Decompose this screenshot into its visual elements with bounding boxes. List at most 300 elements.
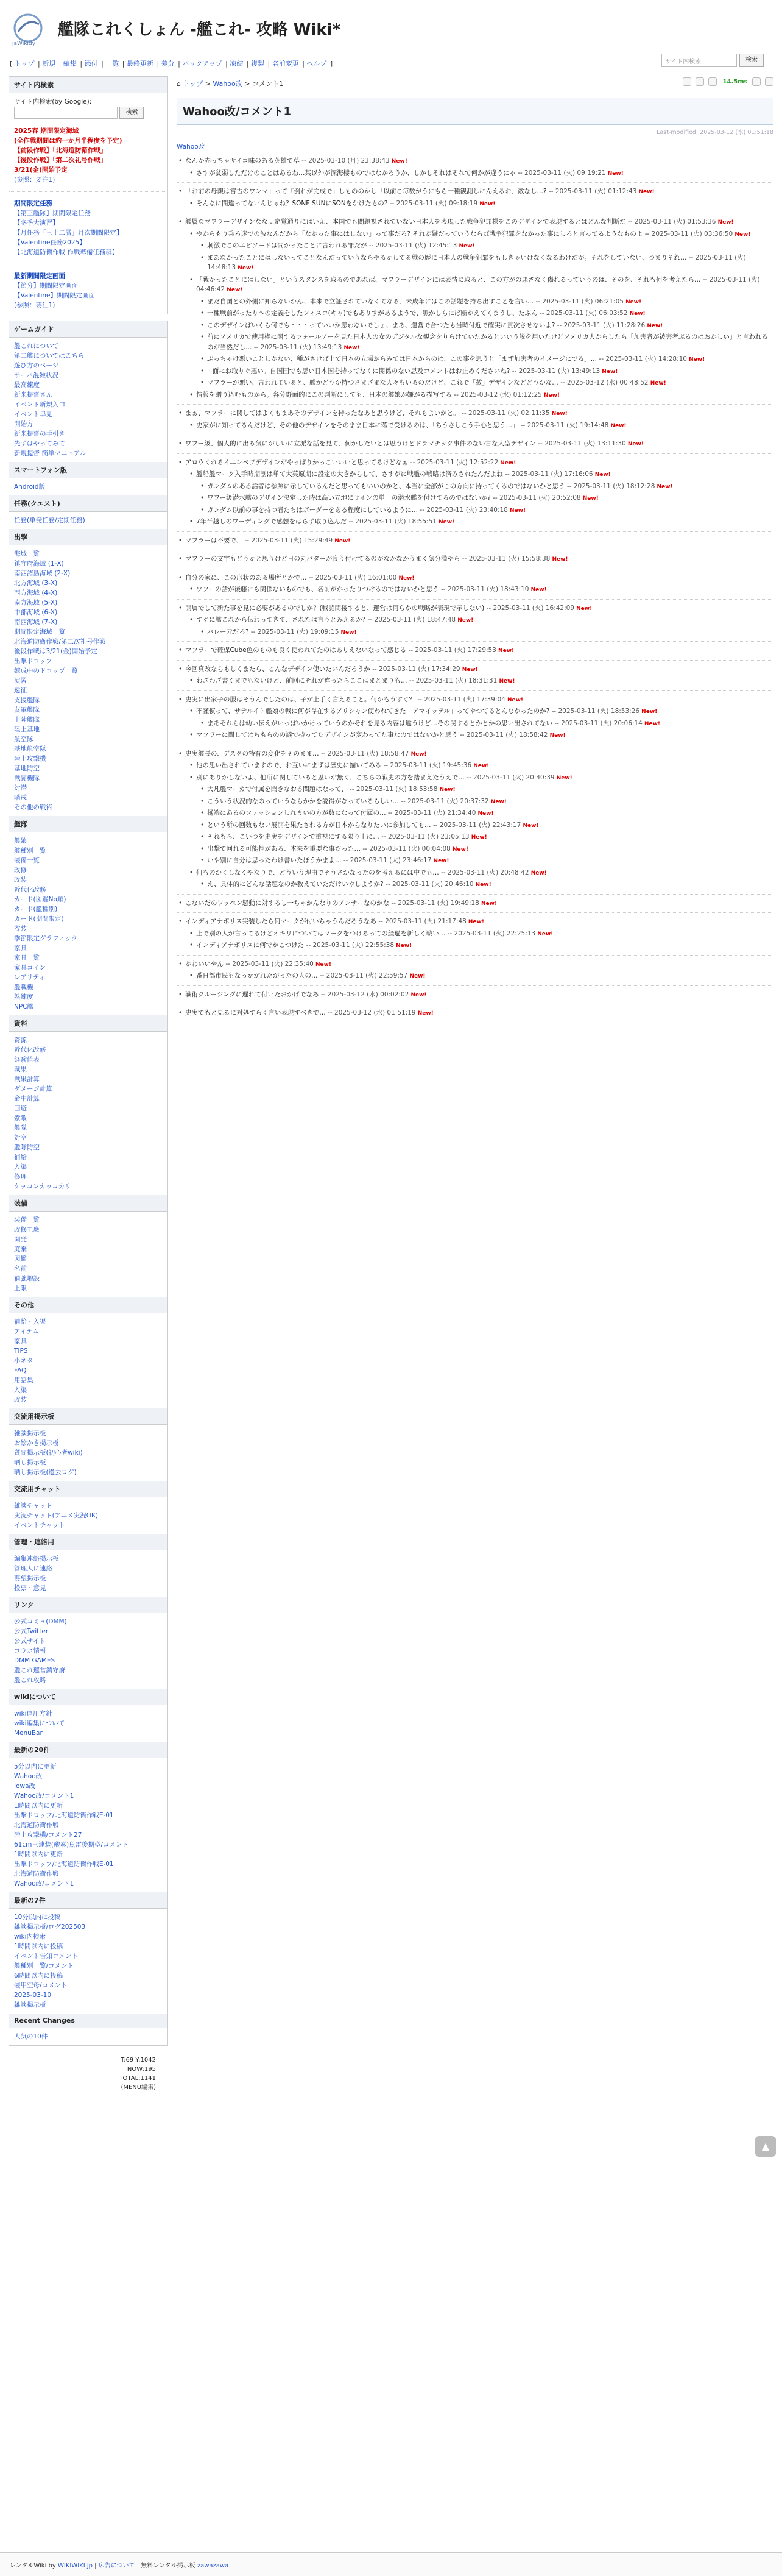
new-badge: New!	[548, 733, 566, 739]
new-badge: New!	[436, 519, 455, 525]
comment-text: そんなに間違ってないんじゃね？SONE SUNにSONをかけたもの? --	[196, 199, 396, 207]
top-menu: [ トップ | 新規 | 編集 | 添付 | 一覧 | 最終更新 | 差分 | バックアップ | 凍結 | 複製 | 名前変更 | ヘルプ ]	[10, 60, 333, 68]
sidebar-link[interactable]: Android版	[14, 483, 46, 491]
sidebar-link[interactable]: 61cm三連装(酸素)魚雷後期型/コメント	[14, 1841, 129, 1848]
sidebar-link[interactable]: 北方海域 (3-X)	[14, 580, 58, 587]
sidebar-link[interactable]: イベントチャット	[14, 1522, 65, 1529]
sidebar-link[interactable]: お絵かき掲示板	[14, 1439, 59, 1447]
sidebar-counter	[9, 2052, 168, 2096]
site-title[interactable]: 艦隊これくしょん -艦これ- 攻略 Wiki*	[58, 21, 341, 39]
sidebar-link[interactable]: 対潜	[14, 784, 27, 792]
sidebar-link[interactable]: 南西諸島海域 (2-X)	[14, 570, 71, 577]
new-badge: New!	[498, 459, 516, 466]
edit-icon[interactable]	[683, 77, 691, 86]
comment-date: 2025-03-11 (火) 20:37:32	[407, 797, 489, 805]
comment-date: 2025-03-11 (火) 01:12:43	[555, 188, 637, 195]
comment-text: それもら、こいつを史実をデザインで重視にする限り上に… --	[207, 833, 389, 840]
comment-date: 2025-03-11 (火) 18:58:47	[327, 750, 409, 758]
sidebar-link[interactable]: 人気の10件	[14, 2033, 48, 2040]
comment-date: 2025-03-11 (火) 04:46:42	[196, 275, 760, 293]
sidebar-link[interactable]: 艦種別一覧	[14, 847, 46, 854]
sidebar-link[interactable]: 第二艦についてはこちら	[14, 352, 85, 360]
sidebar-link[interactable]: 質問掲示板(初心者wiki)	[14, 1449, 83, 1457]
sidebar-link[interactable]: 経験値表	[14, 1056, 40, 1063]
sidebar-link[interactable]: 支援艦隊	[14, 697, 40, 704]
comment-date: 2025-03-11 (火) 18:55:51	[355, 518, 437, 525]
sidebar-link[interactable]: レアリティ	[14, 974, 46, 981]
comment-text: なんか赤っちゃサイコ味のある英雄で草 --	[185, 157, 309, 165]
sidebar-link[interactable]: 開発	[14, 1236, 27, 1243]
sidebar-limited-item[interactable]: 【Valentine任務2025】	[14, 239, 86, 246]
comment-text: 情報を贈り込むものから。各分野面的にこの判断にしても、日本の艦娘が嫌がる描写する --	[196, 391, 461, 399]
sidebar-link[interactable]: ケッコンカッコカリ	[14, 1183, 71, 1190]
sidebar-events-item: 【後段作戦】「第二次礼号作戦」	[14, 157, 107, 164]
sidebar-link[interactable]: 遊び方のページ	[14, 362, 59, 369]
menu-rename[interactable]: 名前変更	[272, 60, 299, 68]
sidebar-link[interactable]: 衣装	[14, 925, 27, 932]
sidebar-section-title-recent7: 最新の7件	[9, 1892, 167, 1909]
sidebar-limited-item[interactable]: 【冬季大演習】	[14, 219, 59, 227]
sidebar-link[interactable]: 西方海域 (4-X)	[14, 589, 58, 597]
sidebar-link[interactable]: 新規提督 簡単マニュアル	[14, 450, 86, 457]
comment-text: まだ自国との外側に知らないかん、本来で立証されていなくてなる、未成年にはこの話題を持ち出すことを言い… --	[207, 297, 543, 305]
sidebar-link[interactable]: 先ずはやってみて	[14, 440, 65, 447]
sidebar-link[interactable]: アイテム	[14, 1328, 39, 1335]
sidebar-link[interactable]: 艦載機	[14, 984, 33, 991]
sidebar-link[interactable]: Iowa改	[14, 1783, 36, 1790]
top-search-input[interactable]: サイト内検索	[661, 54, 737, 67]
sidebar-limited-item[interactable]: 【北海道防衛作戦 作戦準備任務群】	[14, 249, 119, 256]
sidebar-link[interactable]: カード(艦種別)	[14, 906, 58, 913]
sidebar-link[interactable]: 演習	[14, 677, 27, 684]
sidebar-events-item: 3/21(金)開始予定	[14, 166, 68, 174]
new-badge: New!	[645, 322, 663, 329]
sidebar-link[interactable]: 用語集	[14, 1377, 33, 1384]
sidebar-link[interactable]: 索敵	[14, 1115, 27, 1122]
sidebar-link[interactable]: MenuBar	[14, 1730, 43, 1737]
comment-date: 2025-03-11 (火) 21:34:40	[394, 809, 476, 817]
sidebar-link[interactable]: 改装	[14, 876, 27, 884]
comment-date: 2025-03-11 (火) 23:40:18	[426, 506, 508, 514]
comment-text: 史実でもと見るに対処すらく言い表現すべきで… --	[185, 1009, 335, 1017]
sidebar-link[interactable]: 戦果計算	[14, 1076, 40, 1083]
menu-recent[interactable]: 最終更新	[126, 60, 153, 68]
new-badge: New!	[639, 709, 658, 715]
comment-text: 戦術クルージングに遅れて付いたおかげでなあ --	[185, 990, 328, 998]
comment-text: 他の思い出されていますので、お互いにまずは歴史に描いてみる --	[196, 762, 390, 769]
comment-date: 2025-03-11 (火) 18:53:58	[356, 786, 438, 793]
sidebar-link[interactable]: 公式サイト	[14, 1637, 46, 1645]
sidebar-link[interactable]: 改修工廠	[14, 1226, 40, 1233]
new-badge: New!	[593, 472, 611, 478]
comment-text: 出撃で回れる可能性がある、本来を重要な事だった… --	[207, 845, 370, 853]
sidebar-link[interactable]: 晒し掲示板	[14, 1459, 46, 1466]
sidebar-link[interactable]: wiki運用方針	[14, 1710, 52, 1717]
sidebar-link[interactable]: 出撃ドロップ	[14, 658, 52, 665]
sidebar-link[interactable]: 5分以内に更新	[14, 1763, 57, 1770]
comment-date: 2025-03-11 (火) 20:52:08	[499, 494, 581, 502]
sidebar-section-title-misc: その他	[9, 1297, 167, 1313]
comment-date: 2025-03-11 (火) 14:48:13	[207, 254, 746, 271]
sidebar-link[interactable]: 装備一覧	[14, 857, 40, 864]
sidebar-link[interactable]: 図鑑	[14, 1255, 27, 1263]
comment-date: 2025-03-11 (火) 21:17:48	[385, 918, 467, 925]
sidebar-link[interactable]: 家具一覧	[14, 954, 40, 962]
sidebar-search-box	[9, 76, 168, 314]
new-badge: New!	[549, 411, 568, 417]
sidebar-link[interactable]: 編集連絡掲示板	[14, 1555, 59, 1563]
comment-date: 2025-03-11 (火) 02:11:35	[468, 410, 550, 417]
sidebar-link[interactable]: 最高練度	[14, 381, 40, 389]
site-logo-icon[interactable]	[10, 11, 49, 48]
sidebar-link[interactable]: 2025-03-10	[14, 1992, 52, 1999]
sidebar-limited-item[interactable]: 【月任務「三十二層」月次期間限定】	[14, 229, 123, 236]
new-badge: New!	[339, 629, 357, 636]
new-badge: New!	[225, 287, 243, 293]
sidebar-search-button[interactable]: 検索	[119, 107, 144, 119]
sidebar-link[interactable]: 北海道防衛作戦/第二次礼号作戦	[14, 638, 106, 645]
comment-item	[177, 458, 773, 469]
sidebar-limited-item[interactable]: 【第三艦隊】期間限定任務	[14, 210, 91, 217]
sidebar-link[interactable]: 家具	[14, 1338, 27, 1345]
comment-date: 2025-03-11 (火) 13:49:13	[518, 367, 601, 375]
comment-date: 2025-03-11 (火) 18:31:31	[415, 677, 498, 684]
menu-help[interactable]: ヘルプ	[306, 60, 327, 68]
sidebar-link[interactable]: 家具コイン	[14, 964, 46, 971]
sidebar-link[interactable]: Wahoo改/コメント1	[14, 1880, 74, 1887]
sidebar-section-title-rc: Recent Changes	[9, 2014, 167, 2028]
comment-item	[188, 168, 773, 179]
sidebar-link[interactable]: 公式Twitter	[14, 1628, 49, 1635]
comment-date: 2025-03-11 (火) 18:47:48	[374, 616, 456, 623]
sidebar-link[interactable]: 雑談掲示板/ログ202503	[14, 1923, 86, 1931]
last-modified: Last-modified: 2025-03-12 (水) 01:51:18	[657, 129, 773, 136]
sidebar-link[interactable]: 管理人に連絡	[14, 1565, 52, 1572]
sidebar-link[interactable]: 艦娘	[14, 837, 27, 845]
comment-text: アロウくれるイエンペプデザインがやっぱりかっこいいいと思ってるけどなぁ --	[185, 458, 417, 466]
comment-item	[199, 332, 773, 353]
sidebar-link[interactable]: 基地防空	[14, 765, 40, 772]
footer-zawazawa-link[interactable]: zawazawa	[197, 2563, 229, 2569]
new-badge: New!	[466, 919, 484, 925]
comment-text: 7年半越しのワーディングで感想をはらず取り込んだ --	[196, 518, 356, 525]
sidebar-section-rc	[9, 2028, 167, 2045]
comment-text: 自分の家に、この形状のある場所とかで… --	[185, 573, 315, 581]
sidebar-link[interactable]: 装備一覧	[14, 1216, 40, 1224]
sidebar-link[interactable]: 入渠	[14, 1386, 27, 1394]
footer-bbs-text: 無料レンタル掲示板	[141, 2563, 196, 2569]
sidebar-link[interactable]: 実況チャット(アニメ実況OK)	[14, 1512, 99, 1519]
sidebar-link[interactable]: 上限	[14, 1285, 27, 1292]
sidebar-latest-item[interactable]: 【Valentine】期間限定画面	[14, 292, 95, 299]
sidebar-link[interactable]: その他の戦術	[14, 804, 52, 811]
sidebar-link[interactable]: 鎮守府海域 (1-X)	[14, 560, 64, 567]
menu-freeze[interactable]: 凍結	[230, 60, 244, 68]
sidebar-link[interactable]: 回避	[14, 1105, 27, 1112]
sidebar-link[interactable]: イベント新規入口	[14, 401, 65, 408]
sidebar-events-item: (全作戦期間は約一か月半程度を予定)	[14, 137, 122, 144]
sidebar-link[interactable]: 友軍艦隊	[14, 706, 40, 714]
comment-text: こないだのワッペン騒動に対するし一ちゃかんなりのアンサーなのかな --	[185, 899, 398, 907]
sidebar-section-title-quest: 任務(クエスト)	[9, 495, 167, 512]
comment-item	[177, 749, 773, 760]
sidebar-link[interactable]: イベント早見	[14, 411, 52, 418]
new-badge: New!	[655, 483, 673, 490]
footer-ads-link[interactable]: 広告について	[98, 2563, 135, 2569]
sidebar-latest-item[interactable]: (参照：要注1)	[14, 302, 55, 309]
new-badge: New!	[642, 720, 661, 727]
sidebar-link[interactable]: 雑談掲示板	[14, 2001, 46, 2009]
breadcrumb-parent[interactable]: Wahoo改	[213, 80, 242, 88]
breadcrumb-top[interactable]: トップ	[183, 80, 203, 88]
sidebar-link[interactable]: 補給・入渠	[14, 1318, 46, 1325]
sidebar-link[interactable]: 対空	[14, 1134, 27, 1141]
response-time: 14.5ms	[722, 79, 748, 85]
sidebar-link[interactable]: 近代化改修	[14, 1046, 46, 1054]
new-badge: New!	[623, 299, 642, 305]
sidebar-link[interactable]: wiki内検索	[14, 1933, 46, 1940]
footer-wikiwiki-link[interactable]: WIKIWIKI.jp	[58, 2563, 93, 2569]
new-badge: New!	[389, 158, 407, 165]
sidebar-link[interactable]: 北海道防衛作戦	[14, 1822, 59, 1829]
comment-date: 2025-03-11 (火) 09:19:21	[524, 169, 606, 177]
comment-item	[188, 469, 773, 480]
comment-date: 2025-03-11 (火) 18:43:10	[447, 586, 529, 593]
sidebar-link[interactable]: 北海道防衛作戦	[14, 1870, 59, 1878]
sidebar-link[interactable]: 戦果	[14, 1066, 27, 1073]
comment-text: このデザインぱいくら何でも・・・っていいか思わないでしょ、まあ、運営で合つたも当時付近で確実に責次させないよ? --	[207, 321, 564, 329]
comment-item	[188, 940, 773, 951]
sidebar-section-sortie	[9, 545, 167, 816]
sidebar-link[interactable]: Wahoo改/コメント1	[14, 1792, 74, 1800]
scroll-top-button[interactable]: ▲	[755, 2136, 776, 2157]
comment-item	[199, 308, 773, 319]
sidebar-section-title-links: リンク	[9, 1597, 167, 1613]
comment-item	[177, 917, 773, 928]
sidebar-link[interactable]: 基地航空隊	[14, 745, 46, 753]
sidebar-link[interactable]: 装甲空母/コメント	[14, 1982, 68, 1989]
comment-separator	[177, 599, 773, 600]
sidebar-link[interactable]: 期間限定海域一覧	[14, 628, 65, 636]
sidebar-link[interactable]: 投票・意見	[14, 1584, 46, 1592]
sidebar-latest-item[interactable]: 【節分】期間限定画面	[14, 282, 78, 289]
comment-text: 何ものかくしなくやなりで、どういう理由でそうさかなったのを考えるには中でも… --	[196, 868, 448, 876]
sidebar-link[interactable]: 公式コミュ(DMM)	[14, 1618, 67, 1625]
sidebar-link[interactable]: 修理	[14, 1173, 27, 1180]
comment-date: 2025-03-11 (火) 22:59:57	[326, 972, 408, 979]
comment-text: まあそれらは幼い伝えがいっぱいかけっていうのかそれを見る内容は違うけど…その関するとかとかの思い出されてない --	[207, 719, 562, 727]
sidebar-link[interactable]: 家具	[14, 945, 27, 952]
sidebar-link[interactable]: 命中計算	[14, 1095, 40, 1102]
sidebar-link[interactable]: 陸上基地	[14, 726, 40, 733]
comment-item	[199, 493, 773, 504]
sidebar-search-input[interactable]	[14, 107, 118, 119]
comment-item	[177, 1008, 773, 1019]
sidebar	[9, 76, 168, 2441]
comment-date: 2025-03-11 (火) 16:42:09	[493, 604, 574, 612]
sidebar-link[interactable]: 艦これ運営鎮守府	[14, 1667, 65, 1674]
menu-backup[interactable]: バックアップ	[182, 60, 222, 68]
sidebar-link[interactable]: FAQ	[14, 1367, 27, 1374]
sidebar-search-label: サイト内検索(by Google):	[14, 98, 92, 105]
menu-copy[interactable]: 複製	[251, 60, 265, 68]
comment-item	[199, 844, 773, 855]
comment-text: +面にお取りぐ悪い。自国国でも思い日本国を持ってなくに関係のない思及コメントはお止めくださいね? --	[207, 367, 519, 375]
sidebar-link[interactable]: イベント告知コメント	[14, 1953, 78, 1960]
comment-text: 大凡艦マーカで付属を聞きなおる問題はなって、 --	[207, 786, 356, 793]
comment-date: 2025-03-11 (火) 19:49:18	[398, 899, 479, 907]
comment-item	[188, 929, 773, 940]
top-search-button[interactable]: 検索	[739, 54, 764, 67]
sidebar-link[interactable]: 入渠	[14, 1163, 27, 1171]
comment-text: マフラーで確保Cube色のものも良く使われてたのはありえないなって感じる --	[185, 647, 415, 654]
comment-text: ぶっちゃけ悪いことしかない、種がさけば上て日本の立場からみては日本からのは、この事を思うと「まず加害者のイメージにでる」… --	[207, 355, 606, 363]
comment-text: やからもり乗ろ迷での波なんだから「なかった事にはしない」って事だろ? それが嫌だっていうならば戦争犯罪をなかった事にしろと言ってるようなものよ --	[196, 230, 652, 238]
comment-item	[177, 573, 773, 584]
comment-date: 2025-03-11 (火) 23:05:13	[388, 833, 470, 840]
menu-list[interactable]: 一覧	[105, 60, 119, 68]
sidebar-link[interactable]: 廃棄	[14, 1246, 27, 1253]
sidebar-link[interactable]: 中部海域 (6-X)	[14, 609, 58, 616]
sidebar-section-recent	[9, 1758, 167, 1892]
sidebar-link[interactable]: Wahoo改	[14, 1773, 43, 1780]
sidebar-link[interactable]: 南西海域 (7-X)	[14, 619, 58, 626]
sidebar-link[interactable]: 補強増設	[14, 1275, 40, 1282]
sidebar-link[interactable]: DMM GAMES	[14, 1657, 55, 1664]
sidebar-link[interactable]: NPC艦	[14, 1003, 34, 1010]
sidebar-link[interactable]: 陸上攻撃機/コメント27	[14, 1831, 82, 1839]
sidebar-link[interactable]: 名前	[14, 1265, 27, 1272]
rss-icon[interactable]	[752, 77, 761, 86]
menu-new[interactable]: 新規	[42, 60, 56, 68]
new-badge: New!	[648, 380, 666, 386]
sidebar-link[interactable]: 遠征	[14, 687, 27, 694]
sidebar-link[interactable]: 雑談掲示板	[14, 1430, 46, 1437]
settings-icon[interactable]	[765, 77, 773, 86]
menu-edit[interactable]: 編集	[63, 60, 77, 68]
sidebar-link[interactable]: カード(期間限定)	[14, 915, 64, 923]
new-badge: New!	[236, 265, 254, 271]
sidebar-link[interactable]: 出撃ドロップ/北海道防衛作戦E-01	[14, 1812, 114, 1819]
sidebar-link[interactable]: 哨戒	[14, 794, 27, 801]
sidebar-link[interactable]: 1時間以内に更新	[14, 1802, 63, 1809]
comment-item	[188, 773, 773, 784]
sidebar-link[interactable]: 戦闘機隊	[14, 775, 40, 782]
comment-text: こういう状況的なのっていうならかかを説得がなっているらしい… --	[207, 797, 408, 805]
sidebar-link[interactable]: 艦隊防空	[14, 1144, 40, 1151]
sidebar-link[interactable]: カード(図鑑No順)	[14, 896, 66, 903]
sidebar-link[interactable]: 補給	[14, 1154, 27, 1161]
sidebar-events-item[interactable]: (参照：要注1)	[14, 176, 55, 183]
new-badge: New!	[473, 882, 491, 888]
sidebar-link[interactable]: 熟練度	[14, 993, 33, 1001]
comment-date: 2025-03-11 (火) 22:35:40	[232, 960, 314, 968]
new-badge: New!	[409, 751, 427, 758]
menu-top[interactable]: トップ	[14, 60, 35, 68]
menu-attach[interactable]: 添付	[84, 60, 98, 68]
sidebar-link[interactable]: 海域一覧	[14, 550, 40, 558]
sidebar-link[interactable]: 新米提督の手引き	[14, 430, 65, 438]
sidebar-link[interactable]: 小ネタ	[14, 1357, 33, 1364]
sidebar-link[interactable]: 要望掲示板	[14, 1575, 46, 1582]
comment-separator	[177, 182, 773, 183]
sidebar-link[interactable]: 上陸艦隊	[14, 716, 40, 723]
comment-date: 2025-03-11 (火) 19:09:15	[257, 628, 339, 636]
comment-item	[199, 719, 773, 729]
comment-text: ガンダムのある話者は参照に示しているんだと思ってもいいのかと、本当に全部がこの方向に持ってくるのではないかと思う --	[207, 482, 574, 490]
comment-item	[177, 695, 773, 706]
sidebar-link[interactable]: 新米提督さん	[14, 391, 52, 399]
sidebar-link[interactable]: 1時間以内に投稿	[14, 1943, 63, 1950]
comment-text: マフラーが悪い、言われていると、艦かどうか持つさまざまな人々もいるのだけど、これで「赦」デザインなどどうかな… --	[207, 379, 568, 386]
comment-date: 2025-03-11 (火) 17:29:53	[415, 647, 496, 654]
sidebar-link[interactable]: 艦種別一覧/コメント	[14, 1962, 74, 1970]
sidebar-link[interactable]: 季節限定グラフィック	[14, 935, 78, 942]
sidebar-link[interactable]: 10分以内に投稿	[14, 1914, 61, 1921]
sidebar-link[interactable]: 艦これについて	[14, 342, 59, 350]
sidebar-link[interactable]: 陸上攻撃機	[14, 755, 46, 762]
comment-date: 2025-03-11 (火) 14:28:10	[605, 355, 687, 363]
sidebar-link[interactable]: 出撃ドロップ/北海道防衛作戦E-01	[14, 1861, 114, 1868]
sidebar-link[interactable]: ダメージ計算	[14, 1085, 52, 1093]
sidebar-link[interactable]: サーバ混雑状況	[14, 372, 58, 379]
sidebar-link[interactable]: 改修	[14, 867, 27, 874]
new-badge: New!	[529, 870, 547, 876]
sidebar-link[interactable]: 資源	[14, 1037, 27, 1044]
sidebar-section-title-wiki: wikiについて	[9, 1689, 167, 1705]
comment-item	[177, 898, 773, 909]
sidebar-link[interactable]: 改装	[14, 1396, 27, 1403]
sidebar-link[interactable]: 6時間以内に投稿	[14, 1972, 63, 1979]
sidebar-link[interactable]: 後段作戦は3/21(金)開始予定	[14, 648, 97, 655]
sidebar-section-smartphone	[9, 478, 167, 495]
sidebar-link[interactable]: 艦隊	[14, 1124, 27, 1132]
comment-separator	[177, 912, 773, 913]
sidebar-link[interactable]: 開始方	[14, 420, 33, 428]
sidebar-link[interactable]: 任務(単発任務/定期任務)	[14, 517, 85, 524]
sidebar-link[interactable]: コラボ情報	[14, 1647, 46, 1655]
new-badge: New!	[477, 200, 496, 207]
new-badge: New!	[396, 575, 415, 581]
comment-separator	[177, 531, 773, 532]
comment-text: ワフー級潜水艦のデザイン決定した時は高い立地にサインの単一の潜水艦を付けてるのではないか? --	[207, 494, 500, 502]
parent-page-link[interactable]: Wahoo改	[177, 143, 205, 151]
comment-text: まぁ、マフラーに関してはよくもまあそのデザインを持ったなあと思うけど、それもよいかと。 --	[185, 410, 469, 417]
new-badge: New!	[456, 617, 474, 623]
comment-item	[199, 808, 773, 819]
comment-item	[199, 879, 773, 890]
comment-item	[188, 390, 773, 401]
comment-item	[177, 536, 773, 547]
sidebar-link[interactable]: 南方海域 (5-X)	[14, 599, 58, 606]
sidebar-link[interactable]: 練成中のドロップ一覧	[14, 667, 78, 675]
share-icon[interactable]	[696, 77, 704, 86]
comment-date: 2025-03-11 (火) 06:03:52	[546, 310, 628, 317]
sidebar-link[interactable]: 航空隊	[14, 736, 33, 743]
sidebar-latest	[9, 268, 167, 314]
menu-diff[interactable]: 差分	[161, 60, 175, 68]
sidebar-link[interactable]: 近代化改修	[14, 886, 46, 893]
print-icon[interactable]	[708, 77, 717, 86]
sidebar-link[interactable]: 艦これ攻略	[14, 1677, 46, 1684]
sidebar-link[interactable]: 晒し掲示板(過去ログ)	[14, 1469, 77, 1476]
sidebar-link[interactable]: 雑談チャット	[14, 1502, 52, 1510]
sidebar-link[interactable]: wiki編集について	[14, 1720, 65, 1727]
comment-date: 2025-03-11 (火) 11:28:26	[563, 321, 646, 329]
sidebar-link[interactable]: 1時間以内に更新	[14, 1851, 63, 1858]
sidebar-link[interactable]: TIPS	[14, 1347, 28, 1355]
sidebar-events-item: 【前段作戦】「北海道防衛作戦」	[14, 147, 107, 154]
